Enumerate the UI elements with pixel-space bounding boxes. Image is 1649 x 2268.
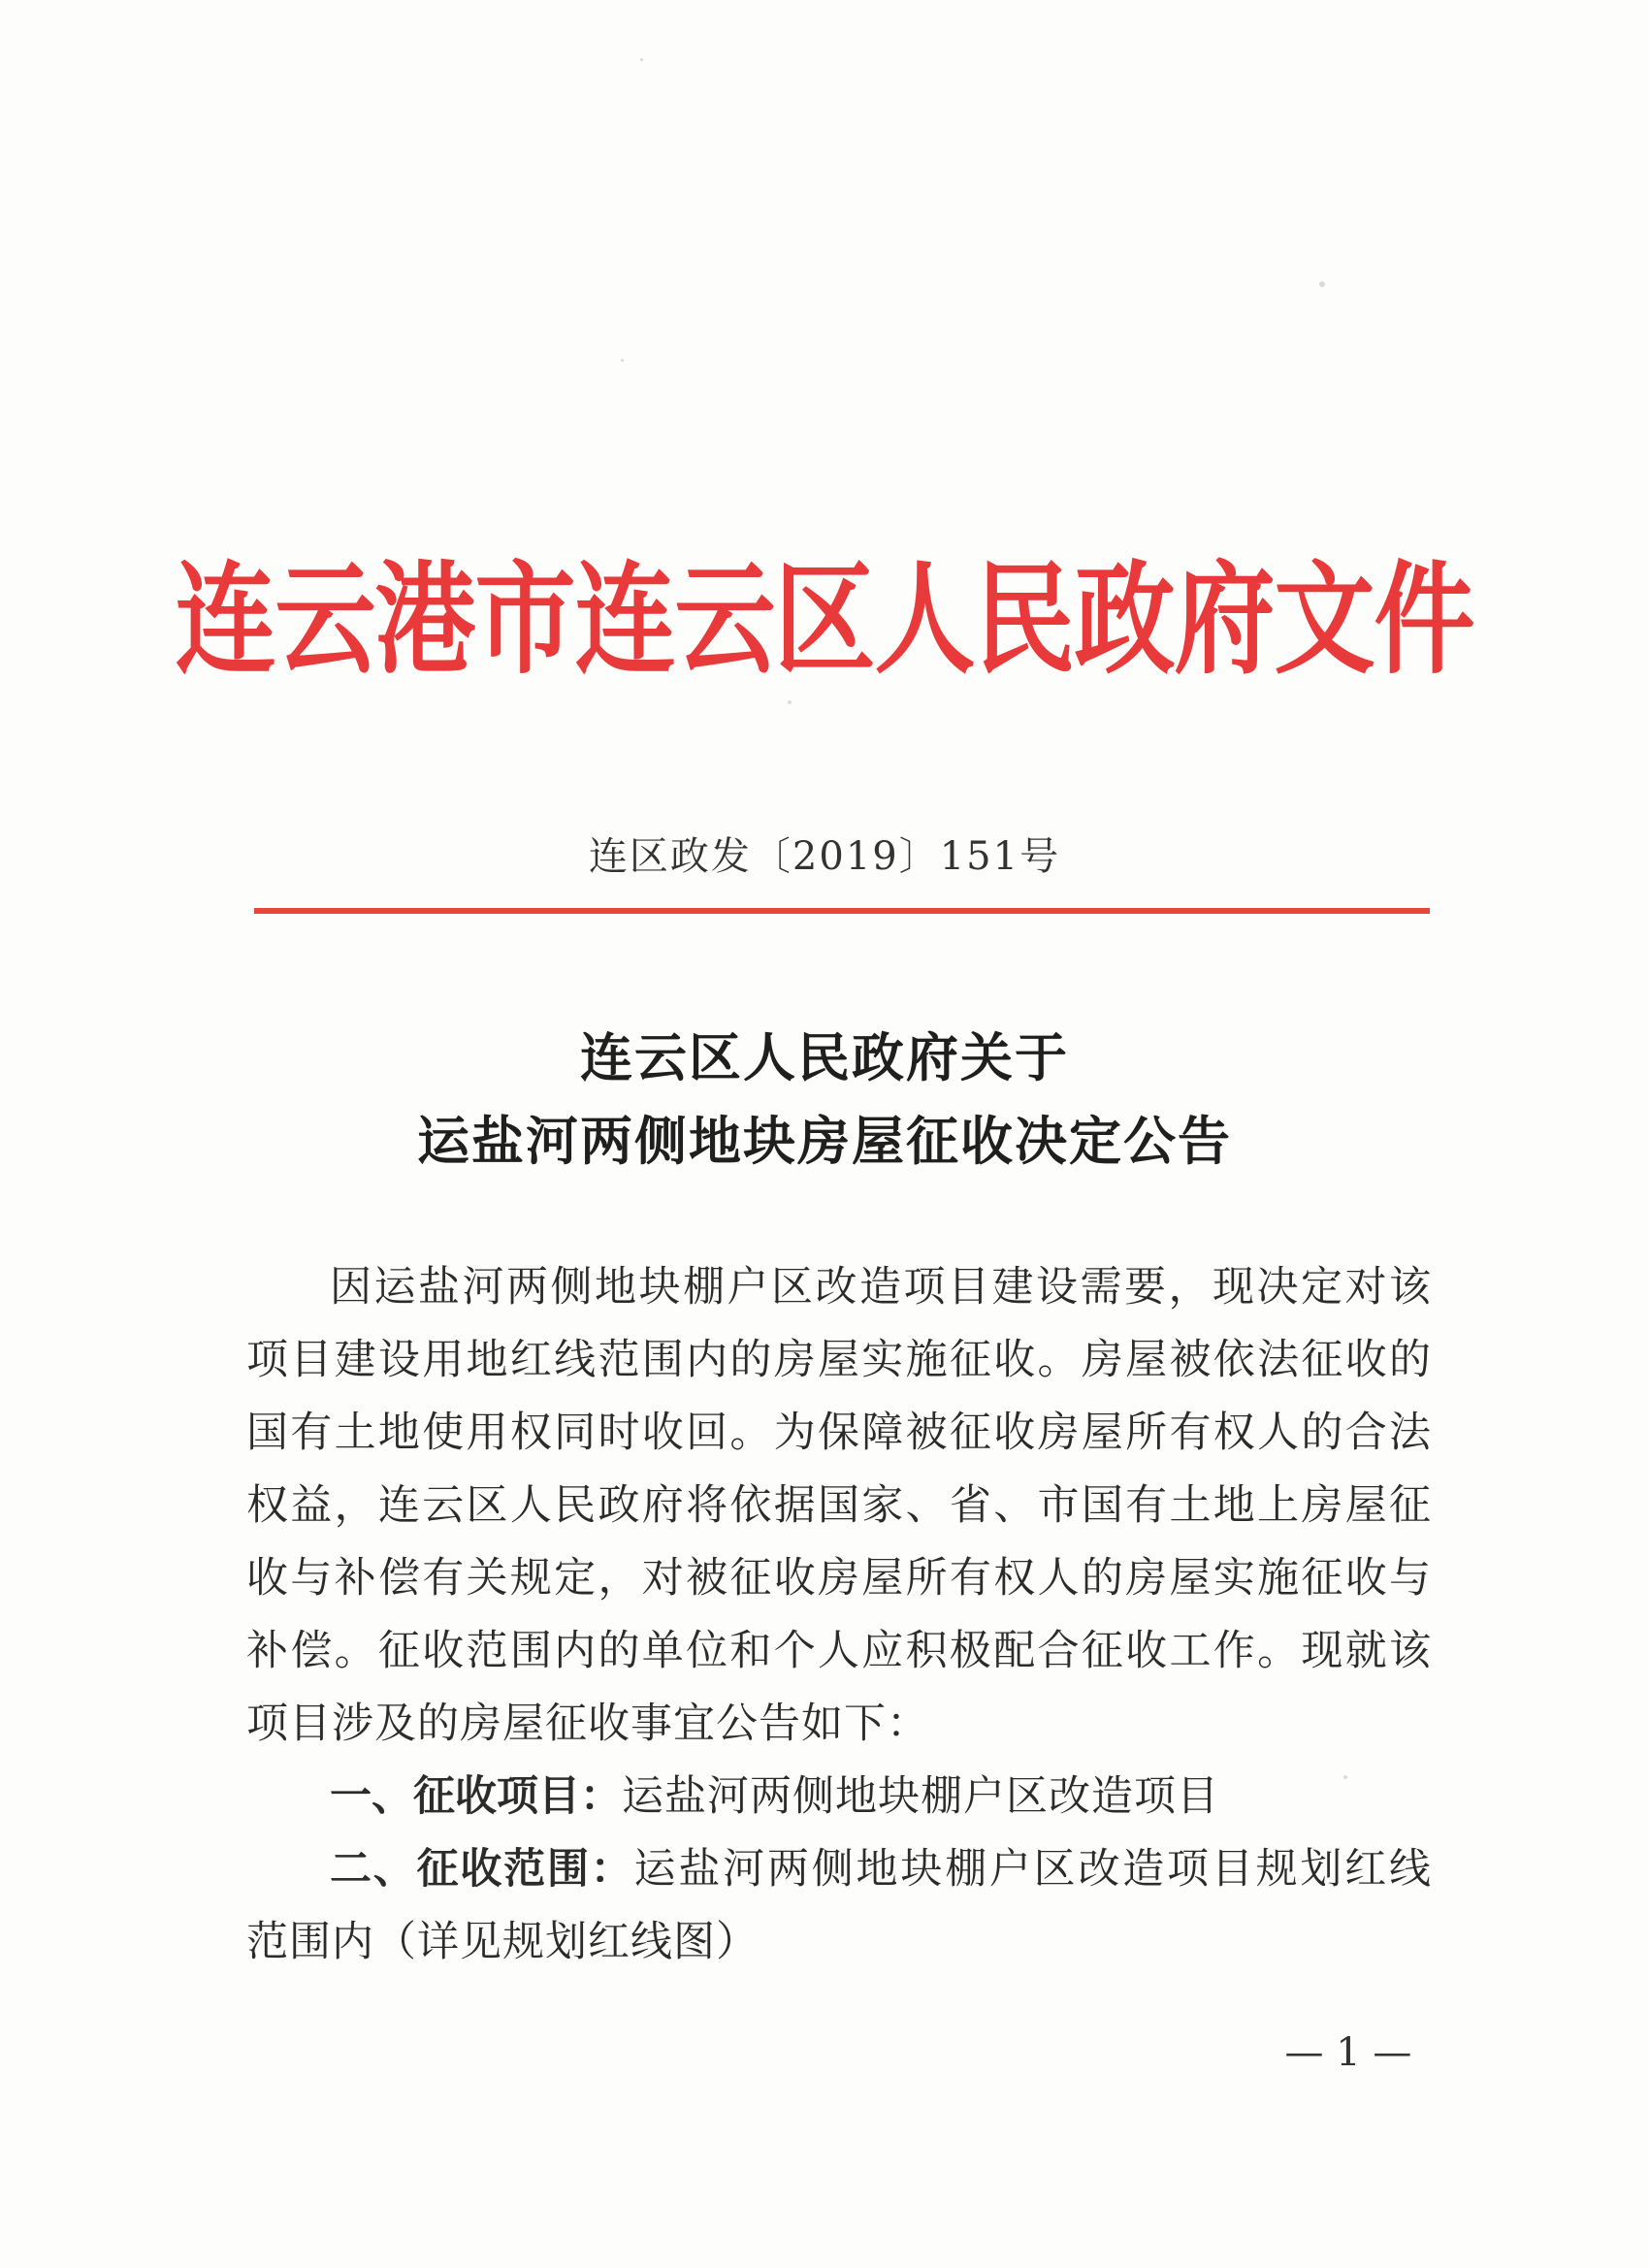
scan-speck [640,58,643,61]
section-heading: 二、征收范围： [330,1845,634,1894]
intro-paragraph: 因运盐河两侧地块棚户区改造项目建设需要，现决定对该项目建设用地红线范围内的房屋实施征收。房屋被依法征收的国有土地使用权同时收回。为保障被征收房屋所有权人的合法权益，连云区人民政府将依据国家、省、市国有土地上房屋征收与补偿有关规定，对被征收房屋所有权人的房屋实施征收与补偿。征收范围内的单位和个人应积极配合征收工作。现就该项目涉及的房屋征收事宜公告如下： [246,1263,1432,1748]
document-title-line-1: 连云区人民政府关于 [580,1026,1069,1088]
document-number: 连区政发〔2019〕151号 [588,834,1061,879]
section-text: 运盐河两侧地块棚户区改造项目 [622,1772,1219,1821]
section-text: 运盐河两侧地块棚户区改造项目规划红线范围内（详见规划红线图） [246,1845,1433,1966]
document-title-line-2: 运盐河两侧地块房屋征收决定公告 [417,1110,1232,1172]
document-body [246,1251,1432,1979]
section-heading: 一、征收项目： [330,1772,622,1821]
section-item [246,1761,1432,1833]
red-divider-line [254,908,1430,914]
scan-speck [1319,281,1325,287]
page-number: — 1 — [1284,2030,1412,2075]
scan-speck [621,359,624,362]
section-item [246,1833,1432,1979]
document-masthead: 连云港市连云区人民政府文件 [175,548,1474,692]
